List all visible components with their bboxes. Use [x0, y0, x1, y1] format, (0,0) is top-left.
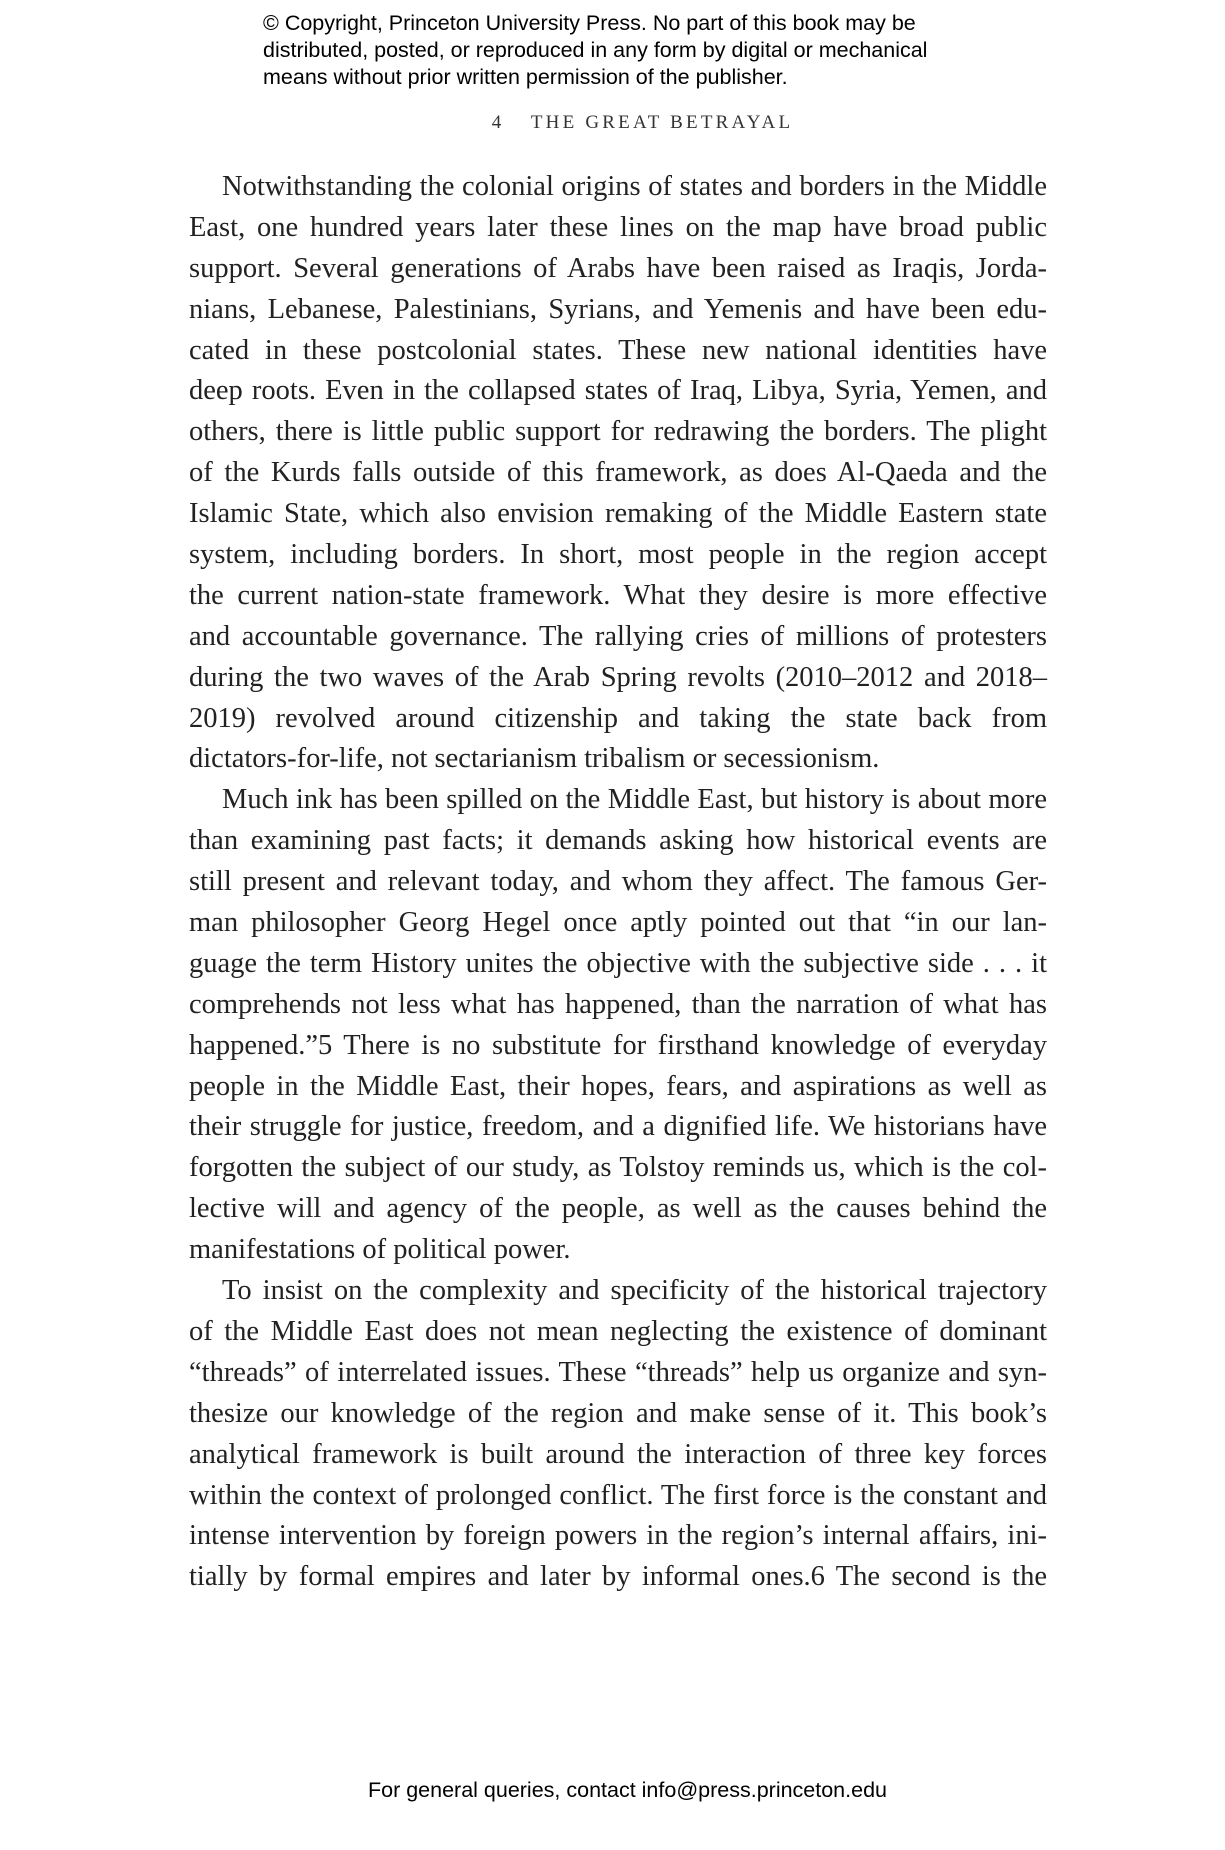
copyright-line: © Copyright, Princeton University Press. No part of this book may be	[263, 11, 916, 35]
text-line: the current nation-state framework. What they desire is more effective	[189, 579, 1047, 611]
copyright-line: distributed, posted, or reproduced in any form by digital or mechanical	[263, 38, 928, 62]
book-title: THE GREAT BETRAYAL	[530, 112, 794, 133]
text-line: forgotten the subject of our study, as Tolstoy reminds us, which is the col-	[189, 1152, 1047, 1184]
footer-contact: For general queries, contact info@press.princeton.edu	[367, 1778, 887, 1802]
text-line: “threads” of interrelated issues. These “threads” help us organize and syn-	[189, 1356, 1047, 1388]
text-line: intense intervention by foreign powers in the region’s internal affairs, ini-	[189, 1520, 1047, 1552]
text-line: manifestations of political power.	[189, 1234, 571, 1266]
text-line: To insist on the complexity and specificity of the historical trajectory	[222, 1275, 1047, 1307]
text-line: during the two waves of the Arab Spring revolts (2010–2012 and 2018–	[189, 661, 1047, 693]
text-line: guage the term History unites the objective with the subjective side . . . it	[189, 947, 1047, 979]
text-line: comprehends not less what has happened, than the narration of what has	[189, 988, 1047, 1020]
text-line: still present and relevant today, and whom they affect. The famous Ger-	[189, 866, 1047, 898]
text-line: support. Several generations of Arabs have been raised as Iraqis, Jorda-	[189, 252, 1047, 284]
copyright-line: means without prior written permission of the publisher.	[263, 65, 788, 89]
page-number: 4	[491, 112, 502, 133]
text-line: tially by formal empires and later by informal ones.6 The second is the	[189, 1561, 1047, 1593]
text-line: of the Kurds falls outside of this framework, as does Al-Qaeda and the	[189, 457, 1047, 489]
text-line: and accountable governance. The rallying cries of millions of protesters	[189, 620, 1047, 652]
text-line: Islamic State, which also envision remaking of the Middle Eastern state	[189, 498, 1047, 530]
text-line: dictators-for-life, not sectarianism tribalism or secessionism.	[189, 743, 880, 775]
text-line: 2019) revolved around citizenship and taking the state back from	[189, 702, 1047, 734]
text-line: others, there is little public support for redrawing the borders. The plight	[189, 416, 1047, 448]
text-line: cated in these postcolonial states. These new national identities have	[189, 334, 1047, 366]
text-line: of the Middle East does not mean neglecting the existence of dominant	[189, 1315, 1047, 1347]
text-line: people in the Middle East, their hopes, fears, and aspirations as well as	[189, 1070, 1047, 1102]
text-line: than examining past facts; it demands asking how historical events are	[189, 825, 1047, 857]
copyright-notice	[263, 10, 983, 91]
text-line: their struggle for justice, freedom, and a dignified life. We historians have	[189, 1111, 1047, 1143]
text-line: East, one hundred years later these lines on the map have broad public	[189, 211, 1047, 243]
running-head	[0, 112, 1225, 134]
text-line: nians, Lebanese, Palestinians, Syrians, and Yemenis and have been edu-	[189, 293, 1047, 325]
text-line: Notwithstanding the colonial origins of states and borders in the Middle	[222, 171, 1047, 202]
text-line: within the context of prolonged conflict. The first force is the constant and	[189, 1479, 1047, 1511]
text-line: analytical framework is built around the interaction of three key forces	[189, 1438, 1047, 1470]
text-line: Much ink has been spilled on the Middle East, but history is about more	[222, 784, 1047, 816]
text-line: thesize our knowledge of the region and make sense of it. This book’s	[189, 1397, 1047, 1429]
text-line: deep roots. Even in the collapsed states of Iraq, Libya, Syria, Yemen, and	[189, 375, 1047, 407]
text-line: system, including borders. In short, most people in the region accept	[189, 539, 1047, 571]
text-line: lective will and agency of the people, as well as the causes behind the	[189, 1193, 1047, 1225]
text-line: happened.”5 There is no substitute for firsthand knowledge of everyday	[189, 1029, 1047, 1061]
text-line: man philosopher Georg Hegel once aptly pointed out that “in our lan-	[189, 907, 1047, 939]
body-text	[189, 167, 1047, 1598]
